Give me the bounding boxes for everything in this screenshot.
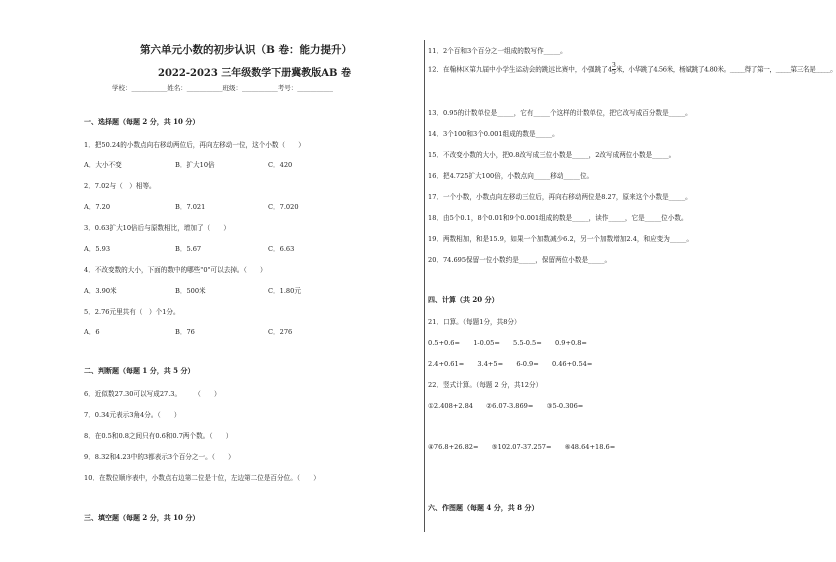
q22-row-1: ①2.408+2.84 ②6.07-3.869= ③5-0.306= xyxy=(428,402,584,410)
q12-denominator: 5 xyxy=(612,69,616,76)
question-9: 9．8.32和4.23中的3都表示3个百分之一。（ ） xyxy=(84,453,235,461)
question-21: 21．口算。（每题1分，共8分） xyxy=(428,318,521,326)
question-15: 15．不改变小数的大小，把0.8改写成三位小数是_____，2改写成两位小数是_____。 xyxy=(428,151,676,159)
q2-option-b: B．7.021 xyxy=(175,203,206,211)
q3-option-c: C．6.63 xyxy=(268,245,295,253)
q12-whole: 4 xyxy=(607,65,613,74)
section-judge-heading: 二、判断题（每题 1 分，共 5 分） xyxy=(84,366,195,375)
question-5: 5．2.76元里共有（ ）个1分。 xyxy=(84,308,180,316)
question-3: 3．0.63扩大10倍后与原数相比，增加了（ ） xyxy=(84,224,230,232)
question-11: 11．2个百和3个百分之一组成的数写作_____。 xyxy=(428,47,567,55)
question-8: 8．在0.5和0.8之间只有0.6和0.7两个数。（ ） xyxy=(84,432,233,440)
q5-option-b: B．76 xyxy=(175,328,195,336)
question-10: 10．在数位顺序表中，小数点右边第二位是十位，左边第二位是百分位。（ ） xyxy=(84,474,320,482)
q4-option-a: A．3.90米 xyxy=(84,287,117,295)
question-12 xyxy=(428,63,836,76)
q1-option-b: B．扩大10倍 xyxy=(175,161,215,169)
q3-option-a: A．5.93 xyxy=(84,245,111,253)
q2-option-a: A．7.20 xyxy=(84,203,111,211)
question-19: 19．两数相加，和是15.9，如果一个加数减少6.2，另一个加数增加2.4，和应变为_____。 xyxy=(428,235,693,243)
question-7: 7．0.34元表示3角4分。（ ） xyxy=(84,411,181,419)
q3-option-b: B．5.67 xyxy=(175,245,202,253)
page-subtitle: 2022-2023 三年级数学下册冀教版AB 卷 xyxy=(158,68,351,79)
question-22: 22．竖式计算。（每题 2 分，共12分） xyxy=(428,381,543,389)
q21-row-2: 2.4+0.61= 3.4+5= 6-0.9= 0.46+0.54= xyxy=(428,360,593,368)
q4-option-c: C．1.80元 xyxy=(268,287,301,295)
question-13: 13．0.95的计数单位是_____，它有_____个这样的计数单位，把它改写成百分数是_____。 xyxy=(428,109,692,117)
question-17: 17．一个小数，小数点向左移动三位后，再向右移动两位是8.27，原来这个小数是_____。 xyxy=(428,193,692,201)
q1-option-c: C．420 xyxy=(268,161,293,169)
column-divider xyxy=(424,40,425,532)
question-6: 6．近似数27.30可以写成27.3。 （ ） xyxy=(84,390,221,398)
q12-numerator: 3 xyxy=(612,62,616,69)
q21-row-1: 0.5+0.6= 1-0.05= 5.5-0.5= 0.9+0.8= xyxy=(428,339,587,347)
q2-option-c: C．7.020 xyxy=(268,203,299,211)
page-title: 第六单元小数的初步认识（B 卷：能力提升） xyxy=(140,44,353,56)
q12-text-post: 米，小华跳了4.56米，杨斌跳了4.80米。_____得了第一，_____第三名是_____。 xyxy=(615,65,836,74)
student-info-line: 学校：___________姓名：___________班级：___________考号：___________ xyxy=(112,84,333,92)
section-draw-heading: 六、作图题（每题 4 分，共 8 分） xyxy=(428,503,539,512)
q4-option-b: B．500米 xyxy=(175,287,206,295)
question-16: 16．把4.725扩大100倍，小数点向_____移动_____位。 xyxy=(428,172,594,180)
question-1: 1．把50.24的小数点向右移动两位后，再向左移动一位，这个小数（ ） xyxy=(84,141,305,149)
q5-option-a: A．6 xyxy=(84,328,100,336)
q12-text-pre: 12．在翰林区第九届中小学生运动会的跳远比赛中，小强跳了 xyxy=(428,65,608,74)
section-calc-heading: 四、计算（共 20 分） xyxy=(428,295,499,304)
q5-option-c: C．276 xyxy=(268,328,293,336)
q1-option-a: A．大小不变 xyxy=(84,161,122,169)
question-14: 14．3个100和3个0.001组成的数是_____。 xyxy=(428,130,559,138)
section-choice-heading: 一、选择题（每题 2 分，共 10 分） xyxy=(84,117,200,126)
question-18: 18．由5个0.1，8个0.01和9个0.001组成的数是_____，读作_____，它是_____位小数。 xyxy=(428,214,688,222)
question-4: 4．不改变数的大小，下面的数中的哪些"0"可以去掉。（ ） xyxy=(84,266,267,274)
q22-row-2: ④76.8+26.82= ⑤102.07-37.257= ⑥48.64+18.6= xyxy=(428,443,616,451)
question-2: 2．7.02与（ ）相等。 xyxy=(84,182,156,190)
section-fill-heading: 三、填空题（每题 2 分，共 10 分） xyxy=(84,513,200,522)
question-20: 20．74.695保留一位小数约是_____，保留两位小数是_____。 xyxy=(428,256,612,264)
